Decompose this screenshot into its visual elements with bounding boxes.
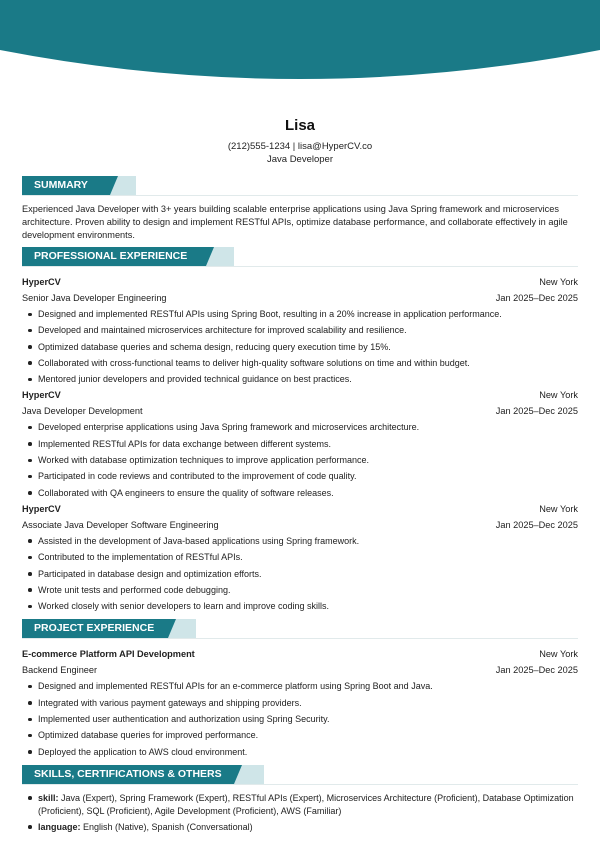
- section-title: SUMMARY: [22, 176, 110, 195]
- resume-body: [22, 171, 578, 837]
- skill-label: language:: [38, 821, 81, 832]
- list-item: Collaborated with cross-functional teams to deliver high-quality software solutions on time and within budget.: [22, 355, 578, 371]
- list-item: Optimized database queries and schema design, reducing query execution time by 15%.: [22, 339, 578, 355]
- role-title: Senior Java Developer Engineering: [22, 293, 167, 303]
- role-title: Associate Java Developer Software Engineering: [22, 519, 219, 530]
- list-item: Designed and implemented RESTful APIs using Spring Boot, resulting in a 20% increase in application performance.: [22, 306, 578, 322]
- section-header-skills: [22, 765, 578, 784]
- date-range: Jan 2025–Dec 2025: [495, 519, 578, 530]
- company-name: HyperCV: [22, 277, 61, 287]
- list-item: Worked closely with senior developers to learn and improve coding skills.: [22, 598, 578, 614]
- list-item: Optimized database queries for improved performance.: [22, 727, 578, 743]
- list-item: [22, 792, 578, 818]
- experience-entry: [22, 501, 578, 614]
- bullet-list: [22, 306, 578, 387]
- location: New York: [539, 277, 578, 287]
- project-entry: [22, 646, 578, 759]
- list-item: Deployed the application to AWS cloud environment.: [22, 744, 578, 760]
- list-item: Contributed to the implementation of RESTful APIs.: [22, 549, 578, 565]
- role-title: Java Developer Development: [22, 406, 143, 417]
- date-range: Jan 2025–Dec 2025: [495, 293, 578, 303]
- company-name: HyperCV: [22, 390, 61, 401]
- date-range: Jan 2025–Dec 2025: [495, 406, 578, 417]
- skill-value: English (Native), Spanish (Conversational): [83, 821, 253, 832]
- list-item: Implemented user authentication and authorization using Spring Security.: [22, 711, 578, 727]
- contact-info: (212)555-1234 | lisa@HyperCV.co: [227, 141, 373, 152]
- company-name: HyperCV: [22, 503, 61, 514]
- section-header-projects: [22, 619, 578, 638]
- bullet-list: [22, 419, 578, 500]
- bullet-list: [22, 678, 578, 759]
- section-header-experience: [22, 247, 578, 266]
- list-item: Participated in code reviews and contributed to the improvement of code quality.: [22, 468, 578, 484]
- location: New York: [539, 390, 578, 401]
- list-item: Worked with database optimization techniques to improve application performance.: [22, 452, 578, 468]
- job-title: Java Developer: [266, 154, 333, 165]
- list-item: Implemented RESTful APIs for data exchange between different systems.: [22, 436, 578, 452]
- list-item: Developed enterprise applications using Java Spring framework and microservices architecture.: [22, 419, 578, 435]
- list-item: Integrated with various payment gateways and shipping providers.: [22, 695, 578, 711]
- experience-entry: [22, 387, 578, 500]
- bullet-list: [22, 533, 578, 614]
- skills-list: [22, 792, 578, 834]
- date-range: Jan 2025–Dec 2025: [495, 665, 578, 676]
- section-title: PROJECT EXPERIENCE: [22, 619, 168, 638]
- list-item: [22, 821, 578, 834]
- list-item: Wrote unit tests and performed code debugging.: [22, 582, 578, 598]
- header-wave-decoration: [0, 0, 600, 82]
- experience-entry: [22, 274, 578, 387]
- project-name: E-commerce Platform API Development: [22, 649, 195, 660]
- section-title: PROFESSIONAL EXPERIENCE: [22, 247, 206, 266]
- location: New York: [539, 503, 578, 514]
- skill-value: Java (Expert), Spring Framework (Expert), RESTful APIs (Expert), Microservices Architecture (Proficient), Database Optimization (Proficient), SQL (Proficient), Agile Development (Proficient), AWS (Familiar): [38, 792, 574, 816]
- list-item: Participated in database design and optimization efforts.: [22, 566, 578, 582]
- candidate-name: Lisa: [284, 117, 315, 134]
- list-item: Mentored junior developers and provided technical guidance on best practices.: [22, 371, 578, 387]
- list-item: Designed and implemented RESTful APIs for an e-commerce platform using Spring Boot and Java.: [22, 678, 578, 694]
- list-item: Collaborated with QA engineers to ensure the quality of software releases.: [22, 485, 578, 501]
- list-item: Assisted in the development of Java-based applications using Spring framework.: [22, 533, 578, 549]
- location: New York: [539, 649, 578, 660]
- summary-text: Experienced Java Developer with 3+ years building scalable enterprise applications using Java Spring framework and microservices architecture. Proven ability to design and implement RESTful APIs, optimize database performance, and collaborate effectively in agile development environments.: [22, 204, 568, 240]
- list-item: Developed and maintained microservices architecture for improved scalability and resilience.: [22, 322, 578, 338]
- role-title: Backend Engineer: [22, 665, 98, 676]
- skill-label: skill:: [38, 792, 59, 803]
- section-header-summary: [22, 176, 578, 195]
- section-title: SKILLS, CERTIFICATIONS & OTHERS: [22, 765, 234, 784]
- resume-header: [0, 116, 600, 166]
